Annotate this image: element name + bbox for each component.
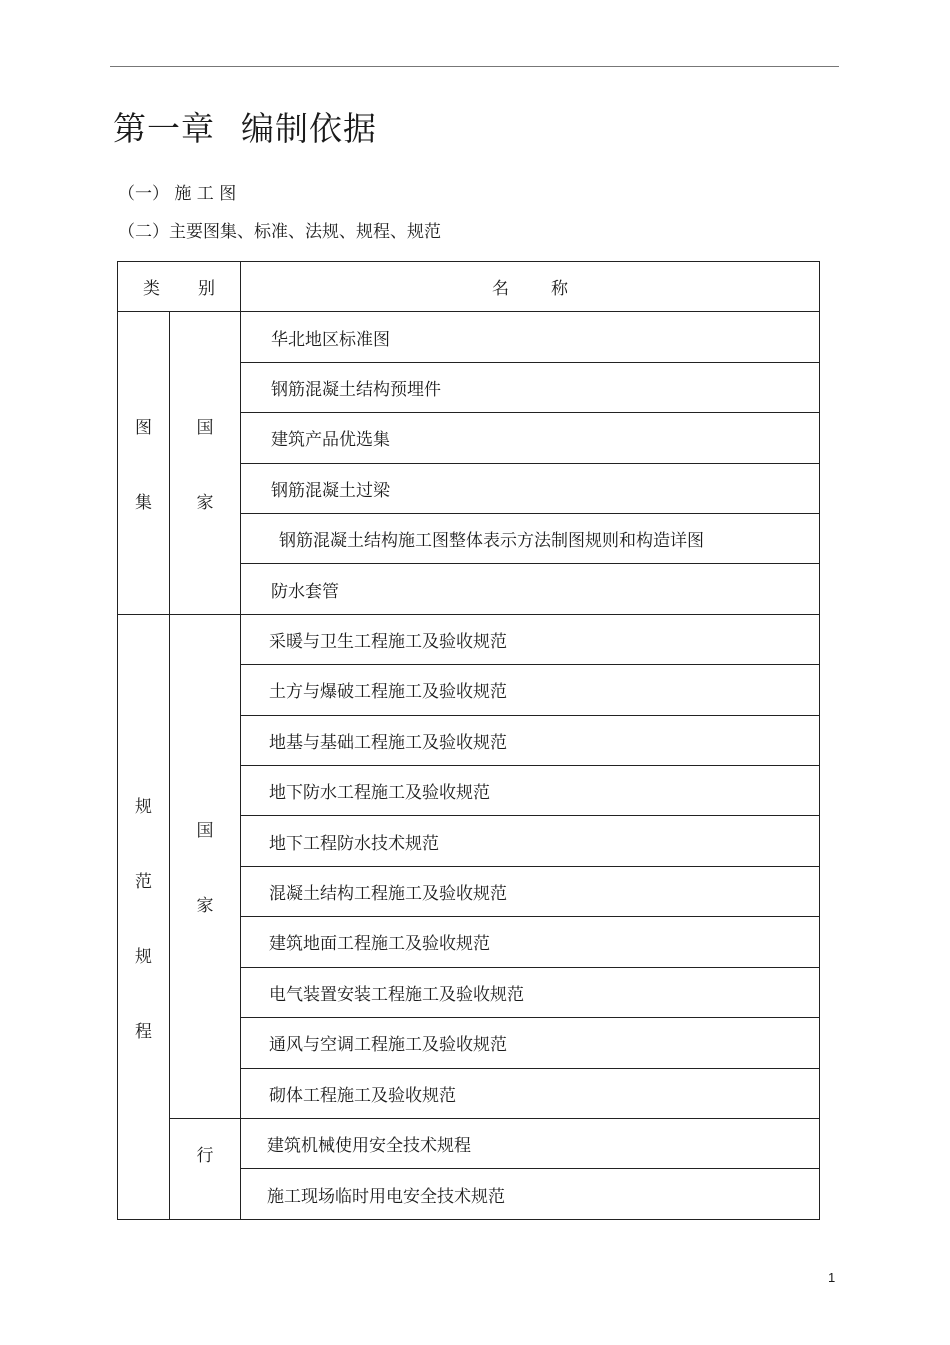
code-item: 采暖与卫生工程施工及验收规范 (241, 614, 820, 664)
header-rule (110, 66, 839, 67)
code-item: 建筑地面工程施工及验收规范 (241, 917, 820, 967)
code-item: 砌体工程施工及验收规范 (241, 1068, 820, 1118)
table-header-row (118, 262, 820, 312)
atlas-item: 钢筋混凝土结构施工图整体表示方法制图规则和构造详图 (241, 514, 820, 564)
chapter-number: 第一章 (113, 109, 215, 148)
section-construction-drawings: （一） 施 工 图 (118, 184, 237, 204)
atlas-item: 建筑产品优选集 (241, 413, 820, 463)
code-item: 混凝土结构工程施工及验收规范 (241, 866, 820, 916)
code-item: 地下防水工程施工及验收规范 (241, 766, 820, 816)
code-item: 通风与空调工程施工及验收规范 (241, 1018, 820, 1068)
table-row (118, 614, 820, 664)
code-item: 施工现场临时用电安全技术规范 (241, 1169, 820, 1220)
level-national-codes: 国 家 (170, 614, 241, 1118)
table-row (118, 1118, 820, 1168)
code-item: 土方与爆破工程施工及验收规范 (241, 665, 820, 715)
header-name: 名 称 (241, 262, 820, 312)
category-atlas: 图 集 (118, 312, 170, 614)
code-item: 地基与基础工程施工及验收规范 (241, 715, 820, 765)
header-category: 类 别 (118, 262, 241, 312)
atlas-item: 钢筋混凝土结构预埋件 (241, 362, 820, 412)
chapter-name: 编制依据 (241, 109, 377, 148)
basis-table (117, 261, 820, 1220)
section-standards: （二）主要图集、标准、法规、规程、规范 (118, 222, 441, 242)
atlas-item: 华北地区标准图 (241, 312, 820, 362)
page-number: 1 (828, 1270, 836, 1285)
code-item: 建筑机械使用安全技术规程 (241, 1118, 820, 1168)
chapter-title (113, 107, 377, 151)
atlas-item: 钢筋混凝土过梁 (241, 463, 820, 513)
level-national-atlas: 国 家 (170, 312, 241, 614)
code-item: 地下工程防水技术规范 (241, 816, 820, 866)
code-item: 电气装置安装工程施工及验收规范 (241, 967, 820, 1017)
level-industry: 行 (170, 1118, 241, 1219)
category-codes: 规 范 规 程 (118, 614, 170, 1219)
table-row (118, 312, 820, 362)
atlas-item: 防水套管 (241, 564, 820, 614)
